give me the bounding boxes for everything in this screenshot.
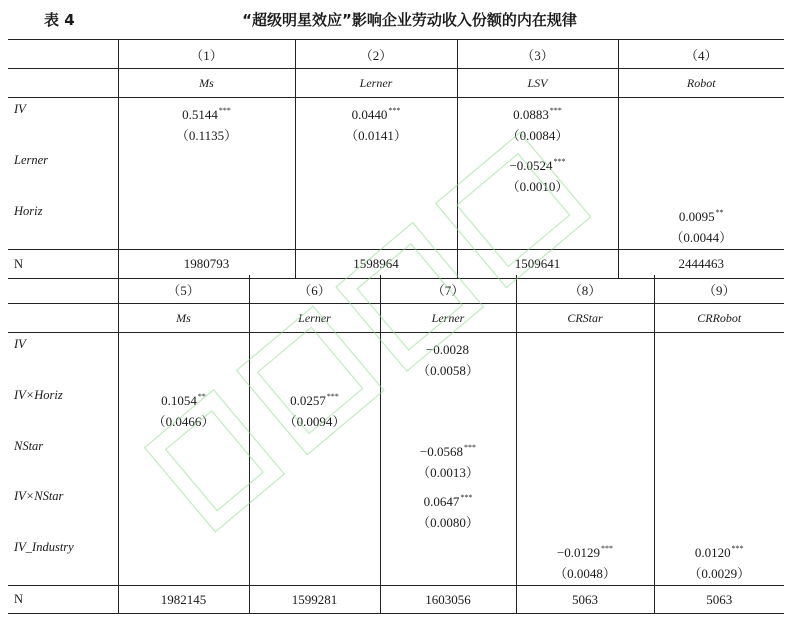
standard-error: （0.0029）	[688, 565, 751, 581]
dependent-variable: Ms	[118, 304, 249, 333]
dependent-variable: LSV	[457, 69, 618, 98]
standard-error: （0.0084）	[506, 128, 569, 143]
table-row	[8, 333, 784, 384]
coefficient-cell	[249, 485, 380, 536]
row-label: IV×NStar	[14, 488, 64, 503]
coefficient-cell	[295, 149, 457, 200]
column-number: （1）	[118, 40, 295, 69]
table-row	[8, 435, 784, 485]
row-label: IV_Industry	[8, 536, 118, 586]
row-label: IV×Horiz	[14, 387, 63, 402]
coefficient: 0.0440	[351, 107, 388, 122]
significance-stars: **	[197, 391, 206, 401]
coefficient: 0.1054	[161, 392, 197, 408]
table-title: “超级明星效应”影响企业劳动收入份额的内在规律	[242, 11, 577, 29]
coefficient-cell	[516, 485, 654, 536]
regression-table-panel-2	[8, 275, 784, 614]
coefficient-cell	[295, 98, 457, 149]
dependent-variable: Lerner	[295, 69, 457, 98]
coefficient-cell	[118, 435, 249, 485]
significance-stars: ***	[553, 156, 566, 166]
header-row-variables	[8, 304, 784, 333]
coefficient: 0.0257	[290, 392, 326, 408]
coefficient-cell	[380, 485, 516, 536]
standard-error: （0.0058）	[417, 363, 479, 378]
significance-stars: ***	[388, 106, 401, 115]
standard-error: （0.0466）	[152, 413, 215, 429]
coefficient-cell	[249, 536, 380, 586]
coefficient-cell	[516, 435, 654, 485]
coefficient-cell	[654, 384, 784, 435]
coefficient: 0.0647	[423, 493, 460, 509]
dependent-variable: Robot	[618, 69, 784, 98]
coefficient-cell	[516, 333, 654, 384]
title-row	[0, 0, 799, 36]
column-number: （7）	[380, 275, 516, 304]
n-value: 1509641	[457, 250, 618, 279]
significance-stars: ***	[601, 543, 614, 553]
coefficient-cell	[249, 384, 380, 435]
dependent-variable: Lerner	[380, 304, 516, 333]
table-row	[8, 200, 784, 250]
coefficient-cell	[380, 435, 516, 485]
coefficient-cell	[654, 333, 784, 384]
coefficient-cell	[118, 149, 295, 200]
column-number: （2）	[295, 40, 457, 69]
significance-stars: ***	[549, 106, 562, 115]
standard-error: （0.0094）	[283, 413, 346, 429]
coefficient-cell	[654, 485, 784, 536]
coefficient-cell	[516, 536, 654, 586]
column-number: （9）	[654, 275, 784, 304]
coefficient-cell	[380, 536, 516, 586]
n-value: 1598964	[295, 250, 457, 279]
n-label: N	[8, 586, 118, 614]
coefficient: −0.0129	[556, 544, 601, 560]
significance-stars: ***	[464, 442, 477, 452]
row-label: IV	[14, 102, 26, 116]
header-row-variables	[8, 69, 784, 98]
n-label: N	[8, 250, 118, 279]
coefficient-cell	[457, 149, 618, 200]
column-number: （6）	[249, 275, 380, 304]
n-value: 1599281	[249, 586, 380, 614]
coefficient-cell	[654, 435, 784, 485]
coefficient: −0.0568	[419, 443, 464, 459]
coefficient-cell	[516, 384, 654, 435]
n-row	[8, 586, 784, 614]
header-corner	[8, 275, 118, 304]
coefficient: 0.0883	[513, 107, 549, 122]
significance-stars: **	[715, 207, 724, 217]
coefficient: 0.0120	[694, 544, 731, 560]
coefficient: 0.5144	[182, 107, 218, 122]
standard-error: （0.0080）	[417, 514, 479, 530]
table-number: 表 4	[44, 11, 75, 29]
standard-error: （0.0013）	[417, 464, 479, 480]
significance-stars: ***	[731, 543, 744, 553]
coefficient-cell	[295, 200, 457, 250]
row-label: Lerner	[14, 152, 49, 167]
header-corner	[8, 40, 118, 69]
dependent-variable: Ms	[118, 69, 295, 98]
table-row	[8, 485, 784, 536]
coefficient-cell	[457, 200, 618, 250]
standard-error: （0.0048）	[554, 565, 616, 581]
coefficient: 0.0095	[678, 208, 715, 224]
header-row-numbers	[8, 275, 784, 304]
table-row	[8, 384, 784, 435]
dependent-variable: CRStar	[516, 304, 654, 333]
coefficient-cell	[118, 384, 249, 435]
coefficient-cell	[118, 333, 249, 384]
significance-stars: ***	[460, 492, 473, 502]
coefficient-cell	[249, 435, 380, 485]
coefficient: −0.0028	[425, 342, 470, 357]
column-number: （4）	[618, 40, 784, 69]
standard-error: （0.0044）	[670, 229, 733, 245]
coefficient-cell	[380, 333, 516, 384]
n-value: 1603056	[380, 586, 516, 614]
coefficient-cell	[654, 536, 784, 586]
significance-stars: ***	[326, 391, 339, 401]
n-value: 5063	[516, 586, 654, 614]
n-value: 1982145	[118, 586, 249, 614]
row-label: IV	[14, 337, 26, 351]
coefficient-cell	[118, 200, 295, 250]
table-row	[8, 149, 784, 200]
column-number: （3）	[457, 40, 618, 69]
dependent-variable: CRRobot	[654, 304, 784, 333]
table-row	[8, 98, 784, 149]
coefficient-cell	[118, 98, 295, 149]
header-row-numbers	[8, 40, 784, 69]
coefficient-cell	[380, 384, 516, 435]
coefficient-cell	[618, 98, 784, 149]
coefficient-cell	[618, 149, 784, 200]
table-row	[8, 536, 784, 586]
dependent-variable: Lerner	[249, 304, 380, 333]
coefficient-cell	[249, 333, 380, 384]
standard-error: （0.0141）	[345, 128, 407, 143]
column-number: （8）	[516, 275, 654, 304]
coefficient: −0.0524	[509, 157, 553, 173]
coefficient-cell	[457, 98, 618, 149]
regression-table-panel-1	[8, 39, 784, 279]
standard-error: （0.1135）	[175, 128, 238, 143]
row-label: NStar	[14, 438, 44, 453]
coefficient-cell	[118, 485, 249, 536]
significance-stars: ***	[218, 106, 231, 115]
n-value: 2444463	[618, 250, 784, 279]
standard-error: （0.0010）	[506, 178, 569, 194]
row-label: Horiz	[8, 200, 118, 250]
n-value: 1980793	[118, 250, 295, 279]
n-value: 5063	[654, 586, 784, 614]
coefficient-cell	[618, 200, 784, 250]
column-number: （5）	[118, 275, 249, 304]
coefficient-cell	[118, 536, 249, 586]
